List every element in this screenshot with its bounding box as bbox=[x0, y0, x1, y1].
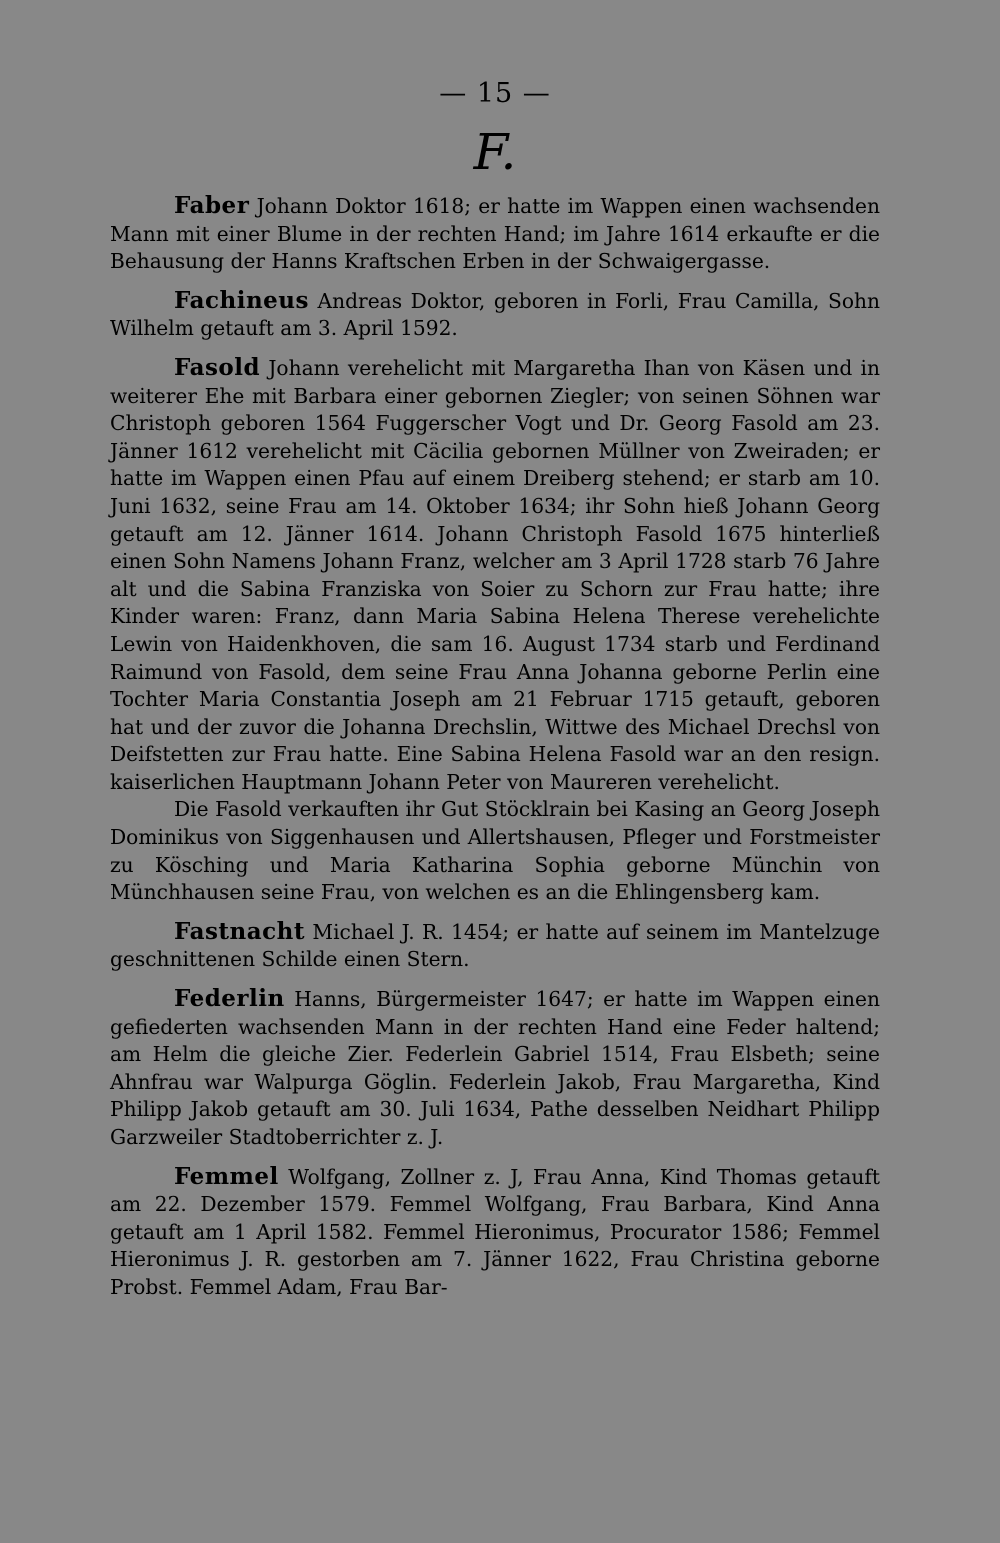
entry-federlin bbox=[110, 985, 880, 1152]
entry-fachineus bbox=[110, 287, 880, 343]
entry-faber bbox=[110, 192, 880, 276]
entry-text: Johann verehelicht mit Margaretha Ihan von Käsen und in weiterer Ehe mit Barbara einer gebornen Ziegler; von seinen Söhnen war Christoph geboren 1564 Fuggerscher Vogt und Dr. Georg Fasold am 23. Jänner 1612 verehelicht mit Cäcilia gebornen Müllner von Zweiraden; er hatte im Wappen einen Pfau auf einem Dreiberg stehend; er starb am 10. Juni 1632, seine Frau am 14. Oktober 1634; ihr Sohn hieß Johann Georg getauft am 12. Jänner 1614. Johann Christoph Fasold 1675 hinterließ einen Sohn Namens Johann Franz, welcher am 3 April 1728 starb 76 Jahre alt und die Sabina Franziska von Soier zu Schorn zur Frau hatte; ihre Kinder waren: Franz, dann Maria Sabina Helena Therese verehelichte Lewin von Haidenkhoven, die sam 16. August 1734 starb und Ferdinand Raimund von Fasold, dem seine Frau Anna Johanna geborne Perlin eine Tochter Maria Constantia Joseph am 21 Februar 1715 getauft, geboren hat und der zuvor die Johanna Drechslin, Wittwe des Michael Drechsl von Deifstetten zur Frau hatte. Eine Sabina Helena Fasold war an den resign. kaiserlichen Hauptmann Johann Peter von Maureren verehelicht. bbox=[110, 355, 880, 794]
document-page bbox=[110, 72, 880, 1512]
entry-text: Hanns, Bürgermeister 1647; er hatte im Wappen einen gefiederten wachsenden Mann in der rechten Hand eine Feder haltend; am Helm die gleiche Zier. Federlein Gabriel 1514, Frau Elsbeth; seine Ahnfrau war Walpurga Göglin. Federlein Jakob, Frau Margaretha, Kind Philipp Jakob getauft am 30. Juli 1634, Pathe desselben Neidhart Philipp Garzweiler Stadtoberrichter z. J. bbox=[110, 987, 880, 1149]
entry-surname: Femmel bbox=[174, 1162, 279, 1190]
entry-surname: Federlin bbox=[174, 985, 285, 1013]
entry-surname: Faber bbox=[174, 192, 250, 219]
entry-text: Wolfgang, Zollner z. J, Frau Anna, Kind Thomas getauft am 22. Dezember 1579. Femmel Wolfgang, Frau Barbara, Kind Anna getauft am 1 April 1582. Femmel Hieronimus, Procurator 1586; Femmel Hieronimus J. R. gestorben am 7. Jänner 1622, Frau Christina geborne Probst. Femmel Adam, Frau Bar- bbox=[110, 1164, 880, 1299]
entry-fasold-continued bbox=[110, 796, 880, 906]
entry-fastnacht bbox=[110, 918, 880, 974]
entry-surname: Fastnacht bbox=[174, 917, 306, 945]
page-number: — 15 — bbox=[439, 78, 551, 109]
entry-fasold bbox=[110, 354, 880, 797]
entry-surname: Fachineus bbox=[174, 286, 309, 314]
entry-text: Johann Doktor 1618; er hatte im Wappen einen wachsenden Mann mit einer Blume in der rechten Hand; im Jahre 1614 erkaufte er die Behausung der Hanns Kraftschen Erben in der Schwaigergasse. bbox=[110, 194, 880, 274]
section-letter: F. bbox=[473, 123, 517, 181]
entry-text: Andreas Doktor, geboren in Forli, Frau Camilla, Sohn Wilhelm getauft am 3. April 1592. bbox=[110, 288, 880, 341]
entry-text: Michael J. R. 1454; er hatte auf seinem im Mantelzuge geschnittenen Schilde einen Stern. bbox=[110, 919, 880, 972]
entry-femmel bbox=[110, 1163, 880, 1302]
entry-text: Die Fasold verkauften ihr Gut Stöcklrain bei Kasing an Georg Joseph Dominikus von Siggenhausen und Allertshausen, Pfleger und Forstmeister zu Kösching und Maria Katharina Sophia geborne Münchin von Münchhausen seine Frau, von welchen es an die Ehlingensberg kam. bbox=[110, 797, 880, 905]
entry-surname: Fasold bbox=[174, 353, 261, 381]
